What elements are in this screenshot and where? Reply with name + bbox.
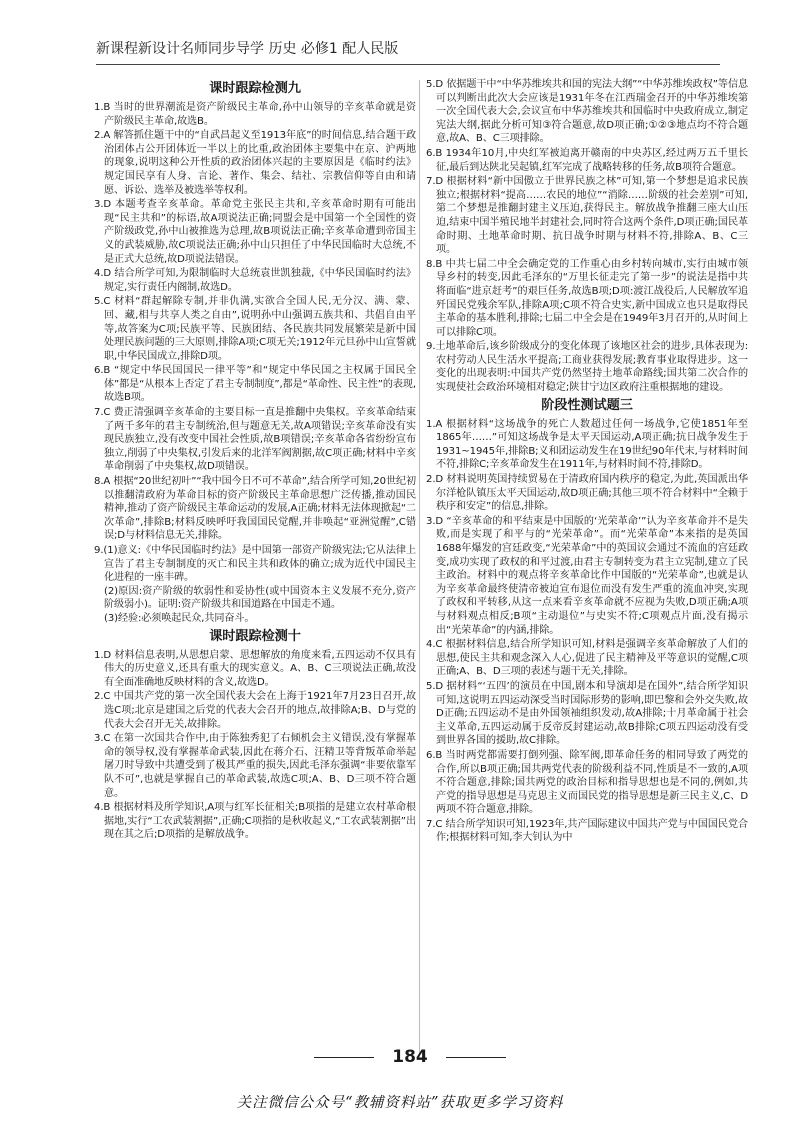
footer-note: 关注微信公众号“教辅资料站”获取更多学习资料 — [236, 1095, 564, 1111]
answer-item: 7.D 根据材料“新中国傲立于世界民族之林”可知,第一个梦想是追求民族独立;根据材料“提高……农民的地位”“消除……阶级的社会差别”可知,第二个梦想是推翻封建主义压迫,获得民主。解放战争推翻三座大山压迫,结束中国半殖民地半封建社会,同时符合这两个条件,D项正确;国民革命时期、土地革命时期、抗日战争时期与材料不符,排除A、B、C三项。 — [426, 176, 748, 256]
answer-item: 4.B 根据材料及所学知识,A项与红军长征相关;B项指的是建立农村革命根据地,实行“工农武装割据”,正确;C项指的是秋收起义,“工农武装割据”出现在其之后;D项指的是解放战争。 — [94, 802, 416, 841]
page-number-block — [300, 1046, 520, 1068]
answer-item: 6.B 当时两党都需要打倒列强、除军阀,即革命任务的相同导致了两党的合作,所以B项正确;国共两党代表的阶级利益不同,性质是不一致的,A项不符合题意,排除;国共两党的政治目标和指导思想也是不同的,例如,共产党的指导思想是马克思主义而国民党的指导思想是新三民主义,C、D两项不符合题意,排除。 — [426, 749, 748, 816]
answer-item: 4.D 结合所学可知,为限制临时大总统袁世凯独裁,《中华民国临时约法》规定,实行责任内阁制,故选D。 — [94, 268, 416, 293]
answer-item: 9.(1)意义:《中华民国临时约法》是中国第一部资产阶级宪法;它从法律上宣告了君主专制制度的灭亡和民主共和政体的确立;成为近代中国民主化进程的一座丰碑。 (2)原因:资产阶级的软弱性和妥协性(或中国资本主义发展不充分,资产阶级弱小)。证明:资产阶级共和国道路在中国走不通。 (3)经验:必须唤起民众,共同奋斗。 — [94, 545, 416, 624]
answer-item: 1.B 当时的世界潮流是资产阶级民主革命,孙中山领导的辛亥革命就是资产阶级民主革命,故选B。 — [94, 102, 416, 127]
answer-item: 2.D 材料说明英国持续贸易在于清政府国内秩序的稳定,为此,英国派出华尔洋枪队镇压太平天国运动,故D项正确;其他三项不符合材料中“全赖于秩序和安定”的信息,排除。 — [426, 474, 748, 513]
page-number: 184 — [392, 1047, 428, 1067]
page-number-rule-right — [446, 1057, 506, 1058]
running-header: 新课程新设计名师同步导学 历史 必修1 配人民版 — [96, 41, 399, 57]
answer-item: 8.A 根据“20世纪初叶”“我中国今日不可不革命”,结合所学可知,20世纪初以推翻清政府为革命目标的资产阶级民主革命思想广泛传播,推动国民精神,推动了资产阶级民主革命运动的发展,A正确;材料无法体现掀起“二次革命”,排除B;材料反映呼吁我国国民觉醒,并非唤起“亚洲觉醒”,C错误;D与材料信息无关,排除。 — [94, 476, 416, 542]
right-column — [426, 78, 748, 1070]
answer-item: 2.A 解答抓住题干中的“自武昌起义至1913年底”的时间信息,结合题干政治团体占公开团体近一半以上的比重,政治团体主要集中在京、沪两地的现象,说明这种公开性质的政治团体兴起的主要原因是《临时约法》规定国民享有人身、言论、著作、集会、结社、宗教信仰等自由和请愿、诉讼、选举及被选举等权利。 — [94, 130, 416, 196]
answer-item: 6.B “规定中华民国国民一律平等”和“规定中华民国之主权属于国民全体”都是“从根本上否定了君主专制制度”,都是“革命性、民主性”的表现,故选B项。 — [94, 365, 416, 404]
answer-item: 2.C 中国共产党的第一次全国代表大会在上海于1921年7月23日召开,故选C项;北京是建国之后党的代表大会召开的地点,故排除A;B、D与党的代表大会召开无关,故排除。 — [94, 691, 416, 730]
answer-item: 8.B 中共七届二中全会确定党的工作重心由乡村转向城市,实行由城市领导乡村的转变,因此毛泽东的“万里长征走完了第一步”的说法是指中共将面临“进京赶考”的艰巨任务,故选B项;D项:渡江战役后,人民解放军追歼国民党残余军队,排除A项;C项不符合史实,新中国成立也只是取得民主革命的基本胜利,排除;七届二中全会是在1949年3月召开的,从时间上可以排除C项。 — [426, 258, 748, 338]
answer-item: 9.土地革命后,该乡阶级成分的变化体现了该地区社会的进步,具体表现为:农村劳动人民生活水平提高;工商业获得发展;教育事业取得进步。这一变化的出现表明:中国共产党仍然坚持土地革命路线;国共第二次合作的实现使社会政治环境相对稳定;陕甘宁边区政府注重根据地的建设。 — [426, 341, 748, 394]
section-title: 阶段性测试题三 — [541, 397, 633, 413]
column-divider — [419, 80, 420, 1060]
answer-item: 5.D 据材料“‘五四’的演员在中国,剧本和导演却是在国外”,结合所学知识可知,这说明五四运动深受当时国际形势的影响,即巴黎和会外交失败,故D正确;五四运动不是由外国领袖组织发动,故A排除;十月革命属于社会主义革命,五四运动属于反帝反封建运动,故B排除;C项五四运动没有受到世界各国的援助,故C排除。 — [426, 680, 748, 747]
section-title: 课时跟踪检测九 — [209, 81, 301, 96]
left-column — [94, 78, 416, 1070]
answer-item: 3.D 本题考查辛亥革命。革命党主张民主共和,辛亥革命时期有可能出现“民主共和”的标语,故A项说法正确;同盟会是中国第一个全国性的资产阶级政党,孙中山被推选为总理,故B项说法正确;辛亥革命遭到帝国主义的武装威胁,故C项说法正确;孙中山只担任了中华民国临时大总统,不是正式大总统,故D项说法错误。 — [94, 199, 416, 265]
page-number-rule-left — [314, 1057, 374, 1058]
answer-item: 6.B 1934年10月,中央红军被迫离开赣南的中央苏区,经过两万五千里长征,最后到达陕北吴起镇,红军完成了战略转移的任务,故B项符合题意。 — [426, 147, 748, 173]
answer-item: 5.C 材料“群起解除专制,并非仇满,实欲合全国人民,无分汉、满、蒙、回、藏,相与共享人类之自由”,说明孙中山强调五族共和、共倡自由平等,故答案为C项;民族平等、民族团结、各民族共同发展繁荣是新中国处理民族问题的三大原则,排除A项;C项无关;1912年元旦孙中山宣誓就职,中华民国成立,排除D项。 — [94, 296, 416, 362]
answer-item: 3.C 在第一次国共合作中,由于陈独秀犯了右倾机会主义错误,没有掌握革命的领导权,没有掌握革命武装,因此在蒋介石、汪精卫等背叛革命举起屠刀时导致中共遭受到了极其严重的损失,因此毛泽东强调“非要依靠军队不可”,也就是掌握自己的革命武装,故选C项;A、B、D三项不符合题意。 — [94, 733, 416, 799]
answer-item: 5.D 依据题干中“中华苏维埃共和国的宪法大纲”“中华苏维埃政权”等信息可以判断出此次大会应该是1931年冬在江西瑞金召开的中华苏维埃第一次全国代表大会,会议宣布中华苏维埃共和国临时中央政府成立,制定宪法大纲,据此分析可知③符合题意,故D项正确;①②③地点均不符合题意,故A、B、C三项排除。 — [426, 79, 748, 145]
answer-item: 3.D “辛亥革命的和平结束是中国版的‘光荣革命’”认为辛亥革命并不是失败,而是实现了和平与的“光荣革命”。而“光荣革命”本来指的是英国1688年爆发的宫廷政变,“光荣革命”中的英国议会通过不流血的宫廷政变,成功实现了政权的和平过渡,由君主专制转变为君主立宪制,建立了民主政治。材料中的观点将辛亥革命比作中国版的“光荣革命”,也就是认为辛亥革命最终使清帝被迫宣布退位而没有发生严重的流血冲突,实现了政权和平转移,从这一点来看辛亥革命就不应视为失败,D项正确;A项与材料观点相反;B项“主动退位”与史实不符;C项观点片面,没有揭示出“光荣革命”的内涵,排除。 — [426, 515, 748, 636]
answer-item: 1.D 材料信息表明,从思想启蒙、思想解放的角度来看,五四运动不仅具有伟大的历史意义,还具有重大的现实意义。A、B、C三项说法正确,故没有全面准确地反映材料的含义,故选D。 — [94, 649, 416, 688]
header-rule — [96, 64, 720, 65]
answer-item: 1.A 根据材料“这场战争的死亡人数超过任何一场战争,它使1851年至1865年……”可知这场战争是太平天国运动,A项正确;抗日战争发生于1931~1945年,排除B;义和团运动发生在19世纪90年代末,与材料时间不符,排除C;辛亥革命发生在1911年,与材料时间不符,排除D。 — [426, 418, 748, 471]
answer-item: 7.C 结合所学知识可知,1923年,共产国际建议中国共产党与中国国民党合作;根据材料可知,李大钊认为中 — [426, 818, 748, 844]
answer-item: 4.C 根据材料信息,结合所学知识可知,材料是强调辛亥革命解放了人们的思想,使民主共和观念深入人心,促进了民主精神及平等意识的觉醒,C项正确;A、B、D三项的表述与题干无关,排除。 — [426, 639, 748, 678]
section-title: 课时跟踪检测十 — [209, 628, 301, 644]
answer-item: 7.C 费正清强调辛亥革命的主要目标一直是推翻中央集权。辛亥革命结束了两千多年的君主专制统治,但与题意无关,故A项错误;辛亥革命没有实现民族独立,没有改变中国社会性质,故B项错误;辛亥革命各省纷纷宣布独立,削弱了中央集权,引发后来的北洋军阀割据,故C项正确;材料中辛亥革命削弱了中央集权,故D项错误。 — [94, 407, 416, 473]
